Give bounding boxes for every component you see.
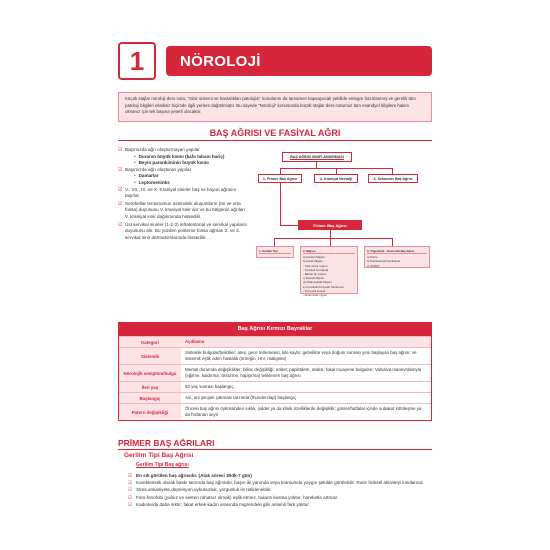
- primer-title: PRİMER BAŞ AĞRILARI: [118, 438, 215, 448]
- checkbox-icon: ☑: [128, 473, 133, 478]
- list-item: ☑ En sık görülen baş ağrısıdır. (Atak süresi 30dk-7 gün): [128, 473, 252, 478]
- diagram-node-primary: 1- Primer Baş Ağrısı: [258, 174, 302, 183]
- diagram-col-migraine: 2- Migren a) Aurasız Migren b) Auralı Migren - Tipik auralı migren - Familyal hemiplejik - Baziler tip migren c) Retinal Migren d) Oftalmoplejik Migren e) Çocukluk Periyodik Sendromu - Periyodik kusma - Abdominal migren: [300, 246, 358, 294]
- checkbox-icon: ☑: [118, 200, 123, 207]
- checkbox-icon: ☑: [128, 487, 133, 493]
- classification-diagram: [254, 148, 432, 298]
- table-row: Nörolojik semptom/bulgu Mental durumda değişiklikler; bilinç değişikliği; nöbet; papilödem, ataksi, fokal muayene bulguları; Valsalva manevralarıyla (eğilme, kaldırma, öksürme, hapşırma) tetiklenen baş ağrısı: [119, 364, 431, 381]
- table-row: Patern değişikliği Önceki baş ağrısı öyküsünden sıklık, şiddet ya da klinik özelliklerde değişiklik; günler/haftalar içinde subakut kötüleşme ya da hızlanan seyir: [119, 403, 431, 420]
- bullet-icon: •: [134, 173, 136, 179]
- checkbox-icon: ☑: [118, 221, 123, 228]
- checkbox-icon: ☑: [118, 186, 123, 193]
- list-item: ☑ V., VII., IX. ve X. Kraniyal sinirler baş ve boyun ağrısını taşırlar.: [118, 186, 237, 199]
- bullet-list: [118, 147, 250, 241]
- diagram-col-tension: 1- Gerilim Tipi: [256, 246, 294, 258]
- table-row: Başlangıç Ani, ani şimşek çakması tarzında (thunderclap) başlangıç: [119, 392, 431, 403]
- table-caption: Baş Ağrısı Kırmızı Bayraklar: [119, 323, 431, 336]
- bullet-icon: •: [134, 153, 136, 159]
- list-item: ☑ Kadınlarda daha sıktır; fakat erkek-kadın arasında migrendeki gibi anlamlı fark yoktur.: [128, 501, 310, 507]
- list-item: ☑ Başımızda ağrı oluşturan yapılar: [118, 166, 192, 173]
- bullet-icon: •: [134, 179, 136, 185]
- primer-subtitle: Gerilim Tipi Baş Ağrısı: [124, 452, 194, 459]
- checkbox-icon: ☑: [118, 147, 123, 153]
- chapter-number: 1: [118, 42, 156, 80]
- table-header-row: Kategori Açıklama: [119, 336, 431, 347]
- list-item: • Leptomeninks: [134, 179, 170, 185]
- diagram-node-cranial: 2- Kraniyal Nevralji: [314, 174, 358, 183]
- list-item: • Beyin parankiminin büyük kısmı: [134, 160, 209, 166]
- bullet-icon: •: [134, 160, 136, 166]
- list-item: ☑ Stres,ankasiyete,depresyon,uykusuzluk, yorgunluk ile tetiklenebilir.: [128, 487, 272, 493]
- diagram-col-tac: 3- Trigeminal - Otonomik Baş Ağrısı a) Küme b) Paroksismal hemikrania c) SUNCT: [364, 246, 430, 268]
- diagram-primary-header: Primer Baş Ağrısı: [298, 220, 362, 230]
- checkbox-icon: ☑: [128, 494, 133, 500]
- table-row: Sistemik Sistemik bulgular/belirtiler: ateş, gece terlemeleri, kilo kaybı; gebelikte veya doğum sonrası yeni başlayan baş ağrısı; ve sistemik eşlik eden hastalık (örneğin, HIV, malignite): [119, 347, 431, 364]
- diagram-node-secondary: 3- Sekonder Baş Ağrısı: [368, 174, 418, 183]
- checkbox-icon: ☑: [128, 501, 133, 507]
- section-divider: [118, 140, 432, 141]
- list-item: ☑ Serebellar tentoriumun üstündeki oluşumların (ön ve orta fossa) duyusunu V. kraniyal sinir alır ve bu bölgenin ağrıları V. kraniyal sinir dağılımında hissedilir.: [118, 200, 246, 219]
- list-item: ☑ Karekteristik olarak baskı tarzında baş ağrısıdır, başın iki yanında veya kraniumda yaygın şekilde görülebilir. Rutin fiziksel aktiviteyi kısıtlamaz.: [128, 480, 425, 486]
- section-title: BAŞ AĞRISI VE FASİYAL AĞRI: [209, 128, 341, 138]
- primer-divider: [118, 449, 432, 450]
- list-item: ☑ Üst servikal sinirler (1-2-3) infratentorial ve servikal yapıların duyusunu alır. Bu yüzden posterior fossa ağrıları 2. ve 3. servikal sinir dermatomlarında hissedilir.: [118, 221, 248, 240]
- table-row: İleri yaş 50 yaş sonrası başlangıç: [119, 381, 431, 392]
- list-item: ☑ Foto-fonofobi (yalnız ve sesten rahatsız olmak) eşlik etmez, bulantı kusma yoktur, hareketle artmaz.: [128, 494, 339, 500]
- checkbox-icon: ☑: [128, 480, 133, 486]
- checkbox-icon: ☑: [118, 166, 123, 173]
- list-item: • Damarlar: [134, 173, 159, 179]
- list-item: • Duranın büyük kısmı (kafa tabanı hariç): [134, 153, 225, 159]
- red-flags-table: [118, 322, 432, 421]
- primer-list: [128, 472, 432, 508]
- chapter-title: NÖROLOJİ: [166, 46, 432, 76]
- primer-subsubtitle: Gerilim Tipi Baş ağrısı: [136, 462, 189, 468]
- list-item: ☑ Başımızda ağrı oluşturmayan yapılar: [118, 147, 200, 153]
- diagram-title: BAŞ AĞRISI SINIFLANDIRMASI: [282, 152, 352, 162]
- intro-box: Küçük stajlar nöroloji ders notu, "Sinir sistemi ve hastalıkları patolojisi" konularını da tamamen kapsayacak şeklilde entegre hazırlanmış ve gerekli tüm patoloji bilgileri eksiksiz biçimde ilgili yerlere dağıtılmıştır. Bu sayede "Nöroloji" konusunda küçük stajlar ders notumuz tüm esandyel bilgilere hakim olmanız için tek başına yeterli olacaktır.: [118, 92, 432, 122]
